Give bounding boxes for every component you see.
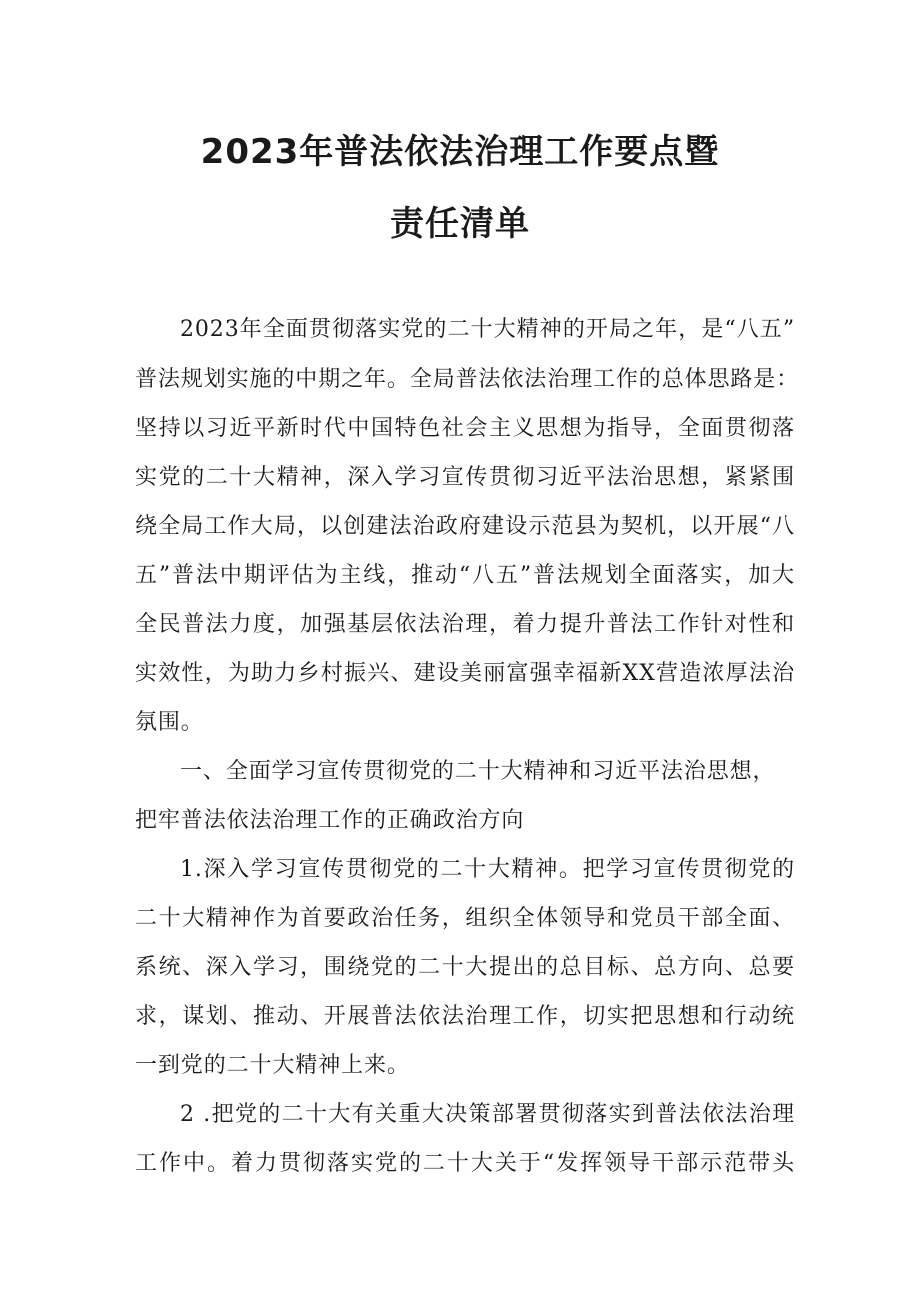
- paragraph-line: 工作中。着力贯彻落实党的二十大关于“发挥领导干部示范带头: [135, 1151, 795, 1176]
- document-title-line-1: 2023年普法依法治理工作要点暨: [200, 132, 720, 172]
- paragraph-line: 全民普法力度，加强基层依法治理，着力提升普法工作针对性和: [135, 612, 795, 637]
- paragraph-line: 实党的二十大精神，深入学习宣传贯彻习近平法治思想，紧紧围: [135, 465, 795, 490]
- paragraph-line: 求，谋划、推动、开展普法依法治理工作，切实把思想和行动统: [135, 1004, 795, 1029]
- paragraph-line: 氛围。: [135, 710, 204, 735]
- document-title-line-2: 责任清单: [390, 204, 530, 244]
- section-heading-line: 把牢普法依法治理工作的正确政治方向: [135, 808, 525, 833]
- paragraph-line: 绕全局工作大局，以创建法治政府建设示范县为契机，以开展“八: [135, 514, 795, 539]
- paragraph-line: 1.深入学习宣传贯彻党的二十大精神。把学习宣传贯彻党的: [180, 857, 795, 882]
- paragraph-line: 五”普法中期评估为主线，推动“八五”普法规划全面落实，加大: [135, 563, 795, 588]
- paragraph-line: 一到党的二十大精神上来。: [135, 1053, 410, 1078]
- paragraph-line: 2 .把党的二十大有关重大决策部署贯彻落实到普法依法治理: [180, 1102, 795, 1127]
- paragraph-line: 普法规划实施的中期之年。全局普法依法治理工作的总体思路是：: [135, 367, 800, 392]
- paragraph-line: 2023年全面贯彻落实党的二十大精神的开局之年，是“八五”: [180, 317, 795, 342]
- section-heading-line: 一、全面学习宣传贯彻党的二十大精神和习近平法治思想，: [180, 759, 776, 784]
- paragraph-line: 坚持以习近平新时代中国特色社会主义思想为指导，全面贯彻落: [135, 416, 795, 441]
- paragraph-line: 实效性，为助力乡村振兴、建设美丽富强幸福新XX营造浓厚法治: [135, 661, 795, 686]
- paragraph-line: 系统、深入学习，围绕党的二十大提出的总目标、总方向、总要: [135, 955, 795, 980]
- paragraph-line: 二十大精神作为首要政治任务，组织全体领导和党员干部全面、: [135, 906, 795, 931]
